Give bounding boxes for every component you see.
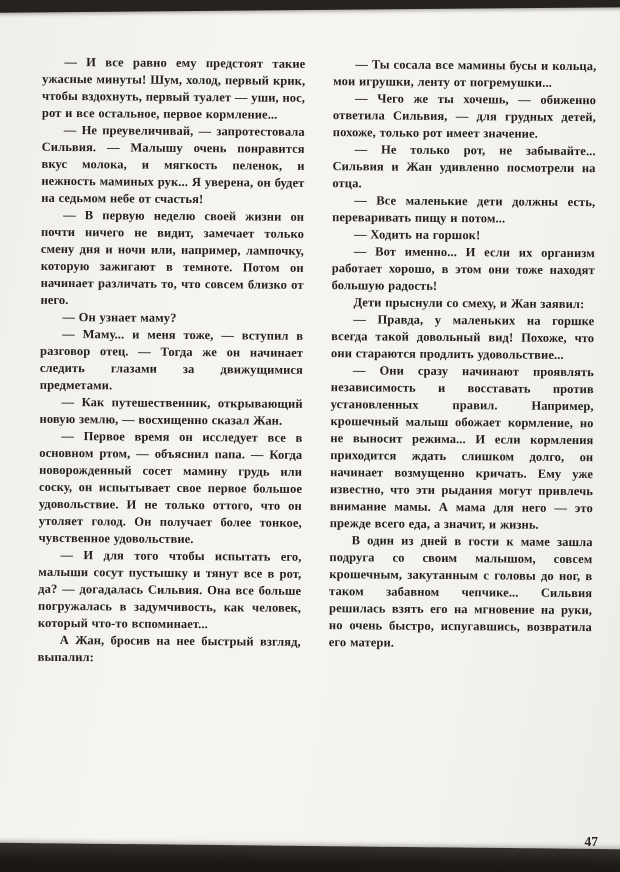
left-column [38, 54, 306, 668]
paragraph: — Все маленькие дети должны есть, переваривать пищу и потом... [332, 193, 596, 226]
right-column [329, 56, 597, 670]
paragraph: Дети прыснули со смеху, и Жан заявил: [353, 295, 585, 312]
page-body [38, 54, 597, 670]
paragraph: — Ты сосала все мамины бусы и кольца, мои игрушки, ленту от погремушки... [333, 57, 597, 90]
paragraph: — Как путешественник, открывающий новую землю, — восхищенно сказал Жан. [39, 394, 303, 428]
paragraph: — Маму... и меня тоже, — вступил в разговор отец. — Тогда же он начинает следить глазами за движущимися предметами. [39, 326, 304, 393]
paragraph: — И для того чтобы испытать его, малыши сосут пустышку и тянут все в рот, да? — догадалась Сильвия. Она все больше погружалась в задумчивость, как человек, который что-то вспоминает... [37, 547, 302, 632]
scan-artifact-bottom [0, 843, 620, 872]
paragraph: — В первую неделю своей жизни он почти ничего не видит, замечает только смену дня и ночи или, например, лампочку, которую зажигают в темноте. Потом он начинает различать то, что совсем близко от него. [40, 208, 305, 308]
paragraph: — Правда, у маленьких на горшке всегда такой довольный вид! Похоже, что они стараются продлить удовольствие... [331, 312, 595, 362]
paragraph: — Первое время он исследует все в основном ртом, — объяснил папа. — Когда новорожденный сосет мамину грудь или соску, он испытывает свое первое большое удовольствие. И не только оттого, что он утоляет голод. Он получает более тонкое, чувственное удовольствие. [38, 428, 303, 547]
paragraph: А Жан, бросив на нее быстрый взгляд, выпалил: [37, 632, 301, 665]
paragraph: В один из дней в гости к маме зашла подруга со своим малышом, совсем крошечным, закутанным с головы до ног, в таком забавном чепчике... Сильвия решилась взять его на мгновение на руки, но очень быстро, испугавшись, возвратила его матери. [328, 533, 593, 650]
paragraph: — И все равно ему предстоят такие ужасные минуты! Шум, холод, первый крик, чтобы вздохнуть, первый туалет — уши, нос, рот и все остальное, первое кормление... [41, 55, 306, 122]
paragraph: — Чего же ты хочешь, — обиженно ответила Сильвия, — для грудных детей, похоже, только рот имеет значение. [332, 91, 597, 141]
scan-artifact-top [0, 0, 620, 13]
paragraph: — Они сразу начинают проявлять независимость и восставать против установленных правил. Например, крошечный малыш обожает кормление, но не выносит режима... И если кормления приходится ждать слишком долго, он начинает возмущенно кричать. Ему уже известно, что эти рыдания могут привлечь внимание мамы. А мама для него — это прежде всего еда, а значит, и жизнь. [329, 363, 594, 532]
paragraph: — Он узнает маму? [62, 309, 177, 325]
paragraph: — Не только рот, не забывайте... Сильвия и Жан удивленно посмотрели на отца. [332, 142, 596, 191]
paragraph: — Вот именно... И если их организм работает хорошо, в этом они тоже находят большую радость! [331, 244, 595, 293]
page-number: 47 [584, 834, 598, 849]
paragraph: — Не преувеличивай, — запротестовала Сильвия. — Малышу очень понравится вкус молока, и мягкость пеленок, и нежность маминых рук... Я уверена, он будет на седьмом небе от счастья! [41, 123, 305, 207]
paragraph: — Ходить на горшок! [353, 227, 481, 243]
